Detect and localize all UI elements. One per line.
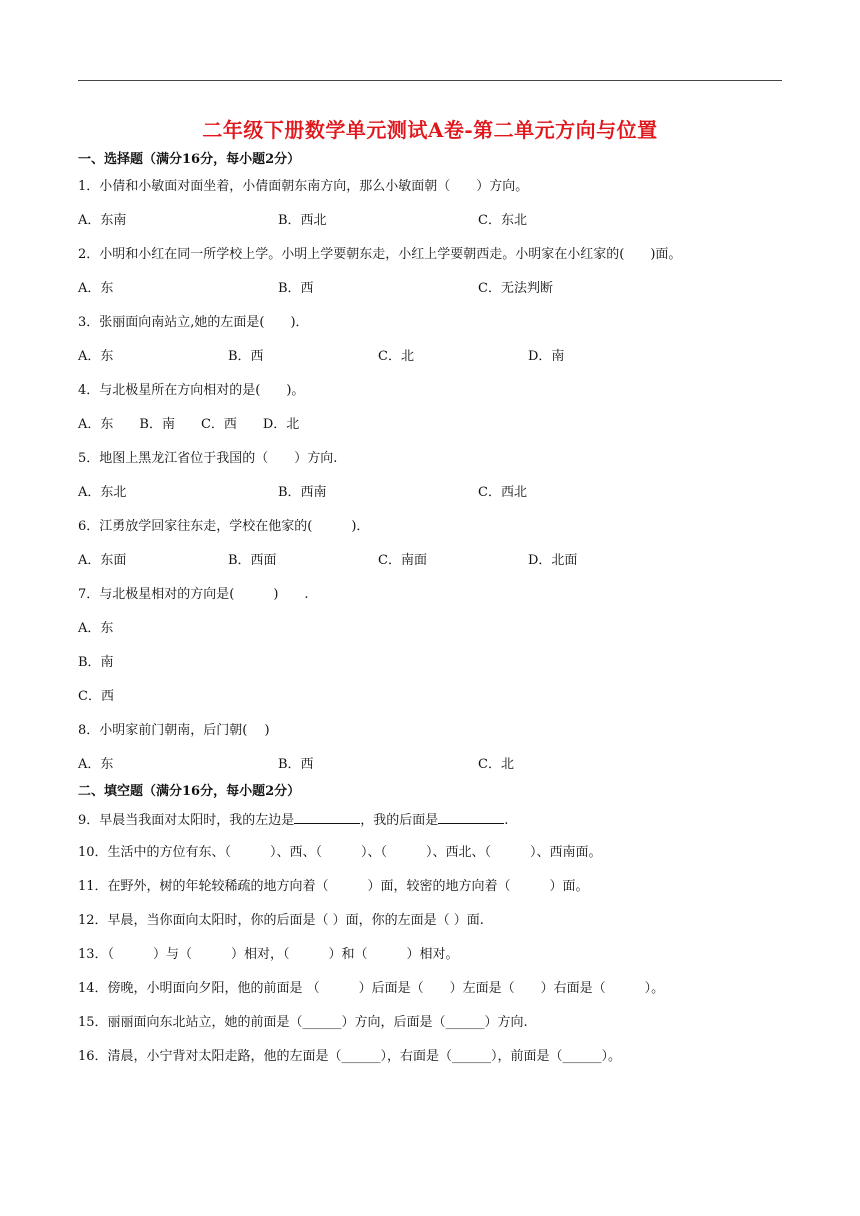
question-8-stem: 8．小明家前门朝南，后门朝( ) [78, 723, 270, 738]
question-2-option-a: A．东 [78, 281, 114, 296]
question-5-stem: 5．地图上黑龙江省位于我国的（ ）方向. [78, 451, 338, 466]
question-13: 13．（ ）与（ ）相对，（ ）和（ ）相对。 [78, 947, 459, 962]
question-4-stem: 4．与北极星所在方向相对的是( )。 [78, 383, 305, 398]
question-1-option-a: A．东南 [78, 213, 127, 228]
question-3-stem: 3．张丽面向南站立,她的左面是( )． [78, 315, 309, 330]
question-9-blank-2[interactable] [438, 810, 504, 824]
question-6-option-d: D．北面 [528, 553, 578, 568]
question-7-option-b: B．南 [78, 655, 114, 670]
header-rule [78, 80, 782, 81]
question-14: 14．傍晚，小明面向夕阳，他的前面是 （ ）后面是（ ）左面是（ ）右面是（ ）。 [78, 981, 665, 996]
question-6-option-b: B．西面 [228, 553, 277, 568]
question-12: 12．早晨，当你面向太阳时，你的后面是（ ）面，你的左面是（ ）面. [78, 913, 484, 928]
question-9-text-2: ，我的后面是 [360, 813, 439, 828]
question-1-stem: 1．小倩和小敏面对面坐着，小倩面朝东南方向，那么小敏面朝（ ）方向。 [78, 179, 529, 194]
question-8-option-a: A．东 [78, 757, 114, 772]
question-5-option-b: B．西南 [278, 485, 327, 500]
page-title: 二年级下册数学单元测试A卷-第二单元方向与位置 [202, 118, 658, 142]
question-2-option-b: B．西 [278, 281, 314, 296]
question-6-option-c: C．南面 [378, 553, 427, 568]
question-7-option-a: A．东 [78, 621, 114, 636]
question-9-blank-1[interactable] [294, 810, 360, 824]
question-3-option-a: A．东 [78, 349, 114, 364]
question-2-option-c: C．无法判断 [478, 281, 553, 296]
question-8-option-c: C．北 [478, 757, 514, 772]
question-5-option-a: A．东北 [78, 485, 127, 500]
question-7-stem: 7．与北极星相对的方向是( ) . [78, 587, 309, 602]
question-1-option-b: B．西北 [278, 213, 327, 228]
question-10: 10．生活中的方位有东、（ ）、西、（ ）、（ ）、西北、（ ）、西南面。 [78, 845, 602, 860]
question-16: 16．清晨，小宁背对太阳走路，他的左面是（______），右面是（______），前面是（______）。 [78, 1049, 622, 1064]
question-9 [78, 810, 508, 830]
question-6-option-a: A．东面 [78, 553, 127, 568]
question-7-option-c: C．西 [78, 689, 114, 704]
question-4-options: A．东 B．南 C．西 D．北 [78, 417, 300, 432]
question-6-stem: 6．江勇放学回家往东走，学校在他家的( )． [78, 519, 370, 534]
question-15: 15．丽丽面向东北站立，她的前面是（______）方向，后面是（______）方向. [78, 1015, 528, 1030]
question-3-option-b: B．西 [228, 349, 264, 364]
question-9-text-3: . [504, 813, 509, 828]
question-3-option-c: C．北 [378, 349, 414, 364]
question-9-text-1: 9．早晨当我面对太阳时，我的左边是 [78, 813, 295, 828]
question-2-stem: 2．小明和小红在同一所学校上学。小明上学要朝东走，小红上学要朝西走。小明家在小红家的( )面。 [78, 247, 682, 262]
question-8-option-b: B．西 [278, 757, 314, 772]
question-1-option-c: C．东北 [478, 213, 527, 228]
question-3-option-d: D．南 [528, 349, 565, 364]
section-heading-choice: 一、选择题（满分16分，每小题2分） [78, 152, 301, 167]
section-heading-fill: 二、填空题（满分16分，每小题2分） [78, 784, 301, 799]
question-11: 11．在野外，树的年轮较稀疏的地方向着（ ）面，较密的地方向着（ ）面。 [78, 879, 589, 894]
question-5-option-c: C．西北 [478, 485, 527, 500]
